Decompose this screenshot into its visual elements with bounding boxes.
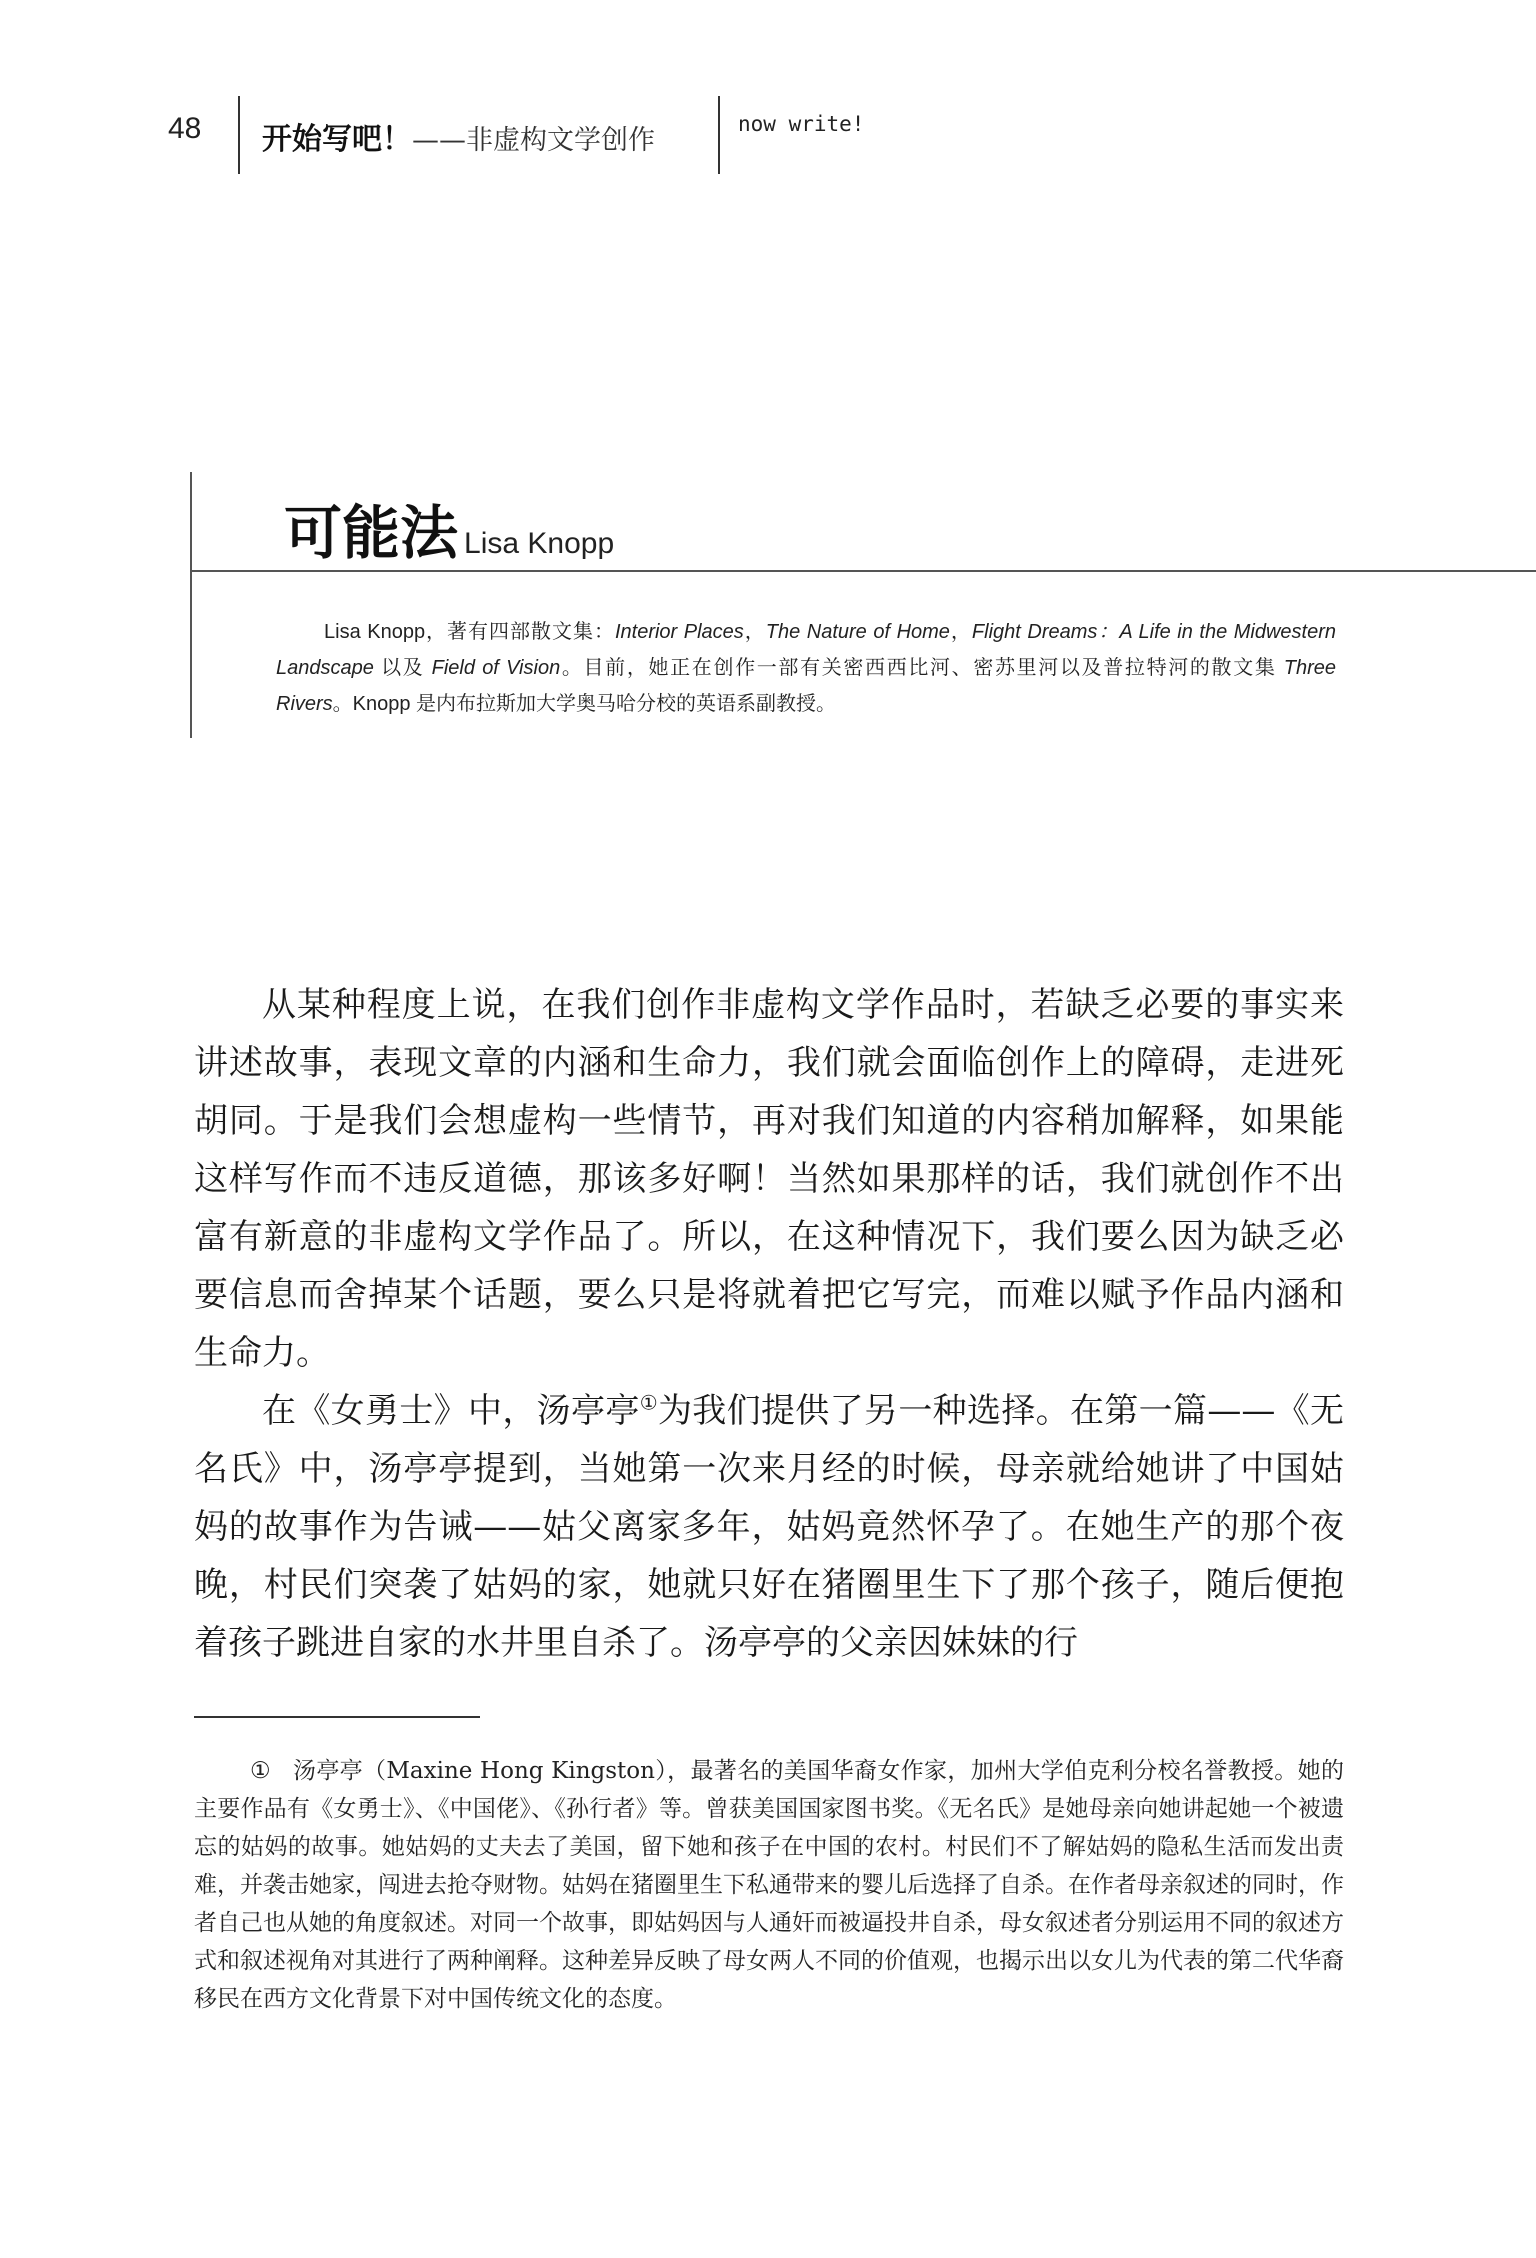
- article-title-zh: 可能法: [284, 499, 459, 567]
- bio-text: Lisa Knopp，著有四部散文集：: [324, 621, 615, 643]
- bio-text: ，: [949, 621, 972, 643]
- book-title: [262, 114, 655, 158]
- footnote-rule: [194, 1716, 480, 1718]
- body-text-segment: 为我们提供了另一种选择。在第一篇——《无名氏》中，汤亭亭提到，当她第一次来月经的时候，母亲就给她讲了中国姑妈的故事作为告诫——姑父离家多年，姑妈竟然怀孕了。在她生产的那个夜晚，村民们突袭了姑妈的家，她就只好在猪圈里生下了那个孩子，随后便抱着孩子跳进自家的水井里自杀了。汤亭亭的父亲因妹妹的行: [194, 1391, 1345, 1663]
- bio-text: ，: [743, 621, 766, 643]
- body-paragraph-1: 从某种程度上说，在我们创作非虚构文学作品时，若缺乏必要的事实来讲述故事，表现文章的内涵和生命力，我们就会面临创作上的障碍，走进死胡同。于是我们会想虚构一些情节，再对我们知道的内容稍加解释，如果能这样写作而不违反道德，那该多好啊！当然如果那样的话，我们就创作不出富有新意的非虚构文学作品了。所以，在这种情况下，我们要么因为缺乏必要信息而舍掉某个话题，要么只是将就着把它写完，而难以赋予作品内涵和生命力。: [194, 985, 1344, 1373]
- book-title-field-of-vision: Field of Vision: [431, 657, 561, 679]
- book-title-interior-places: Interior Places: [614, 621, 744, 643]
- title-vertical-rule: [190, 472, 192, 738]
- header-divider-left: [238, 96, 240, 174]
- book-title-main: 开始写吧！: [262, 122, 412, 157]
- page-number: 48: [168, 112, 202, 145]
- header-divider-right: [718, 96, 720, 174]
- book-title-flight-dreams: Flight Dreams：A Life in the Midwestern Landscape: [276, 621, 1337, 679]
- book-title-three-rivers: Three Rivers: [276, 657, 1336, 715]
- title-horizontal-rule: [190, 570, 1536, 572]
- book-subtitle: ——非虚构文学创作: [412, 125, 655, 156]
- series-title-en: now write!: [738, 112, 865, 136]
- body-text-segment: 在《女勇士》中，汤亭亭: [262, 1391, 640, 1431]
- footnote: [194, 1752, 1344, 2018]
- footnote-text: 汤亭亭（Maxine Hong Kingston），最著名的美国华裔女作家，加州大学伯克利分校名誉教授。她的主要作品有《女勇士》、《中国佬》、《孙行者》等。曾获美国国家图书奖。《无名氏》是她母亲向她讲起她一个被遗忘的姑妈的故事。她姑妈的丈夫去了美国，留下她和孩子在中国的农村。村民们不了解姑妈的隐私生活而发出责难，并袭击她家，闯进去抢夺财物。姑妈在猪圈里生下私通带来的婴儿后选择了自杀。在作者母亲叙述的同时，作者自己也从她的角度叙述。对同一个故事，即姑妈因与人通奸而被逼投井自杀，母女叙述者分别运用不同的叙述方式和叙述视角对其进行了两种阐释。这种差异反映了母女两人不同的价值观，也揭示出以女儿为代表的第二代华裔移民在西方文化背景下对中国传统文化的态度。: [194, 1758, 1344, 2012]
- article-author: Lisa Knopp: [464, 527, 615, 560]
- bio-text: 。目前，她正在创作一部有关密西西比河、密苏里河以及普拉特河的散文集: [560, 657, 1284, 679]
- body-text: [194, 976, 1344, 1672]
- bio-text: 。Knopp 是内布拉斯加大学奥马哈分校的英语系副教授。: [332, 693, 837, 715]
- article-title: [284, 486, 614, 570]
- footnote-reference: ①: [639, 1390, 658, 1415]
- body-paragraph-2: [194, 1382, 1344, 1672]
- footnote-number: ①: [250, 1758, 271, 1784]
- book-title-nature-of-home: The Nature of Home: [765, 621, 950, 643]
- author-bio: [276, 614, 1336, 722]
- bio-text: 以及: [373, 657, 432, 679]
